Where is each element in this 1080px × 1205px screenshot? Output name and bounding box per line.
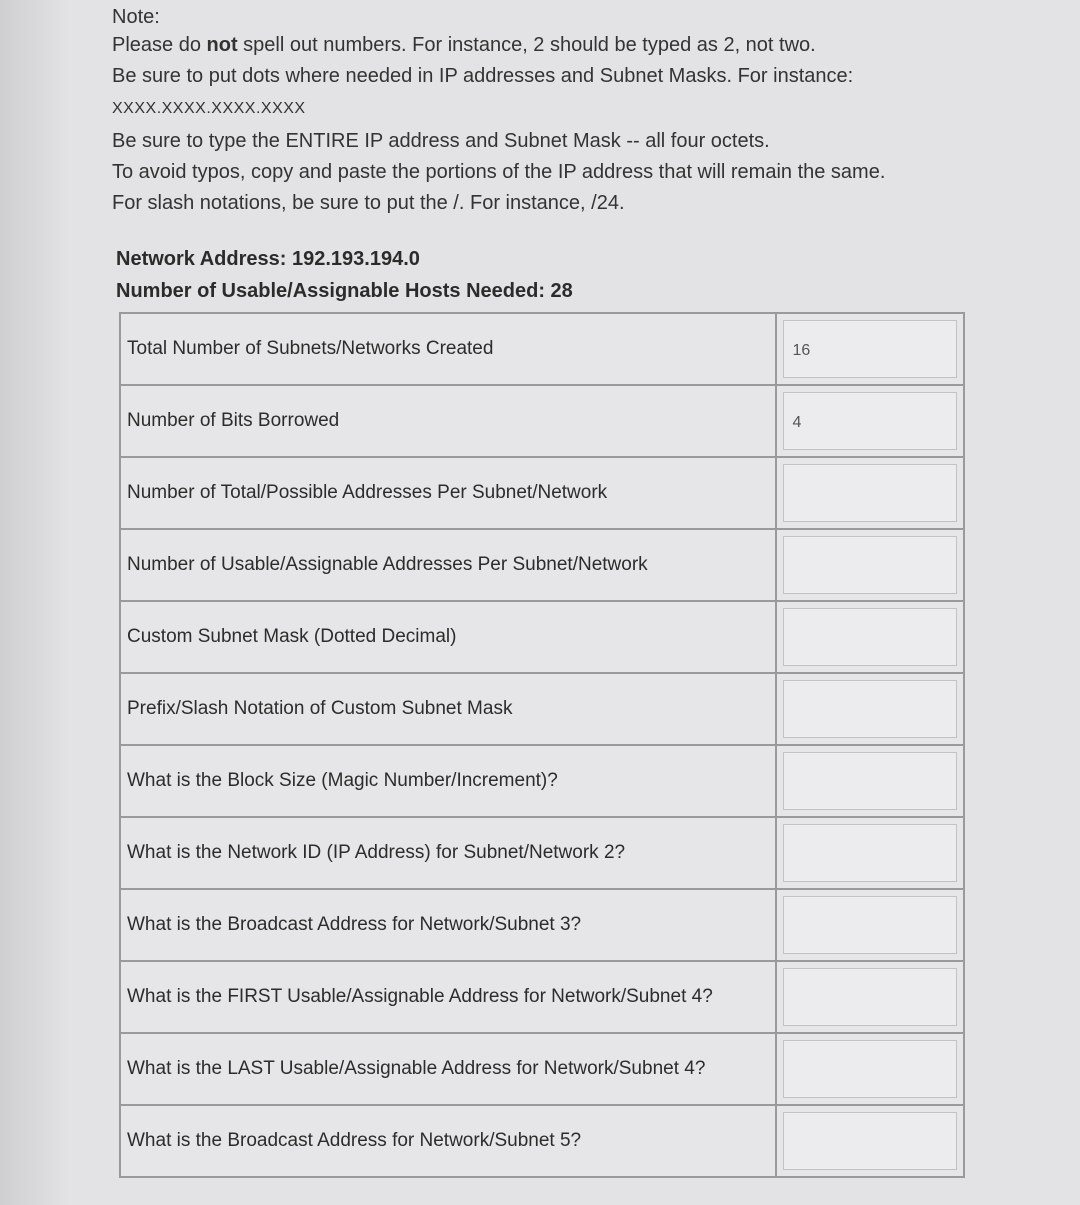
hosts-needed-label: Number of Usable/Assignable Hosts Needed:: [116, 280, 545, 302]
subnetting-question-table: [119, 312, 965, 1178]
answer-input[interactable]: [783, 320, 957, 378]
network-address-line: [116, 243, 992, 275]
left-edge-shadow: [0, 0, 70, 1205]
note-line-entire: Be sure to type the ENTIRE IP address and Subnet Mask -- all four octets.: [112, 130, 770, 152]
question-row: [120, 529, 964, 601]
hosts-needed-line: [116, 275, 992, 307]
question-label: Total Number of Subnets/Networks Created: [120, 313, 776, 385]
note-line-numbers: [112, 30, 992, 61]
answer-input[interactable]: [783, 1040, 957, 1098]
answer-cell: [776, 961, 964, 1033]
answer-input[interactable]: [783, 536, 957, 594]
answer-cell: [776, 385, 964, 457]
answer-input[interactable]: [783, 1112, 957, 1170]
answer-cell: [776, 601, 964, 673]
network-address-value: 192.193.194.0: [291, 248, 420, 270]
question-label: What is the Network ID (IP Address) for Subnet/Network 2?: [120, 817, 776, 889]
problem-info: [116, 243, 992, 307]
answer-input[interactable]: [783, 824, 957, 882]
question-label: Number of Bits Borrowed: [120, 385, 776, 457]
answer-cell: [776, 817, 964, 889]
hosts-needed-value: 28: [550, 280, 573, 302]
question-row: [120, 961, 964, 1033]
note-line-dots: Be sure to put dots where needed in IP addresses and Subnet Masks. For instance:: [112, 65, 854, 87]
question-row: [120, 745, 964, 817]
question-label: Number of Usable/Assignable Addresses Per Subnet/Network: [120, 529, 776, 601]
question-row: [120, 1105, 964, 1177]
note-line-slash: For slash notations, be sure to put the /. For instance, /24.: [112, 192, 625, 214]
question-label: What is the FIRST Usable/Assignable Address for Network/Subnet 4?: [120, 961, 776, 1033]
question-row: [120, 385, 964, 457]
note-line-text: spell out numbers. For instance, 2 should be typed as 2, not two.: [237, 34, 816, 56]
note-line-copy-paste: To avoid typos, copy and paste the portions of the IP address that will remain the same.: [112, 161, 886, 183]
answer-cell: [776, 529, 964, 601]
answer-cell: [776, 457, 964, 529]
question-label: Prefix/Slash Notation of Custom Subnet Mask: [120, 673, 776, 745]
question-label: What is the Broadcast Address for Network/Subnet 3?: [120, 889, 776, 961]
question-table-body: [120, 313, 964, 1177]
question-row: [120, 889, 964, 961]
answer-input[interactable]: [783, 608, 957, 666]
question-label: What is the Broadcast Address for Network/Subnet 5?: [120, 1105, 776, 1177]
question-row: [120, 673, 964, 745]
question-label: What is the Block Size (Magic Number/Increment)?: [120, 745, 776, 817]
note-line-text: Please do: [112, 34, 207, 56]
note-emphasis: not: [206, 34, 238, 56]
answer-input[interactable]: [783, 464, 957, 522]
answer-cell: [776, 889, 964, 961]
question-label: Custom Subnet Mask (Dotted Decimal): [120, 601, 776, 673]
answer-cell: [776, 673, 964, 745]
answer-cell: [776, 313, 964, 385]
question-row: [120, 817, 964, 889]
answer-cell: [776, 1105, 964, 1177]
answer-input[interactable]: [783, 968, 957, 1026]
answer-input[interactable]: [783, 752, 957, 810]
answer-input[interactable]: [783, 392, 957, 450]
question-row: [120, 601, 964, 673]
answer-input[interactable]: [783, 896, 957, 954]
question-label: Number of Total/Possible Addresses Per Subnet/Network: [120, 457, 776, 529]
question-label: What is the LAST Usable/Assignable Address for Network/Subnet 4?: [120, 1033, 776, 1105]
answer-cell: [776, 1033, 964, 1105]
note-title: Note:: [112, 6, 160, 28]
instructions-section: [112, 0, 992, 307]
answer-input[interactable]: [783, 680, 957, 738]
question-row: [120, 1033, 964, 1105]
note-example-format: XXXX.XXXX.XXXX.XXXX: [112, 100, 306, 117]
question-row: [120, 313, 964, 385]
question-row: [120, 457, 964, 529]
network-address-label: Network Address:: [116, 248, 287, 270]
answer-cell: [776, 745, 964, 817]
